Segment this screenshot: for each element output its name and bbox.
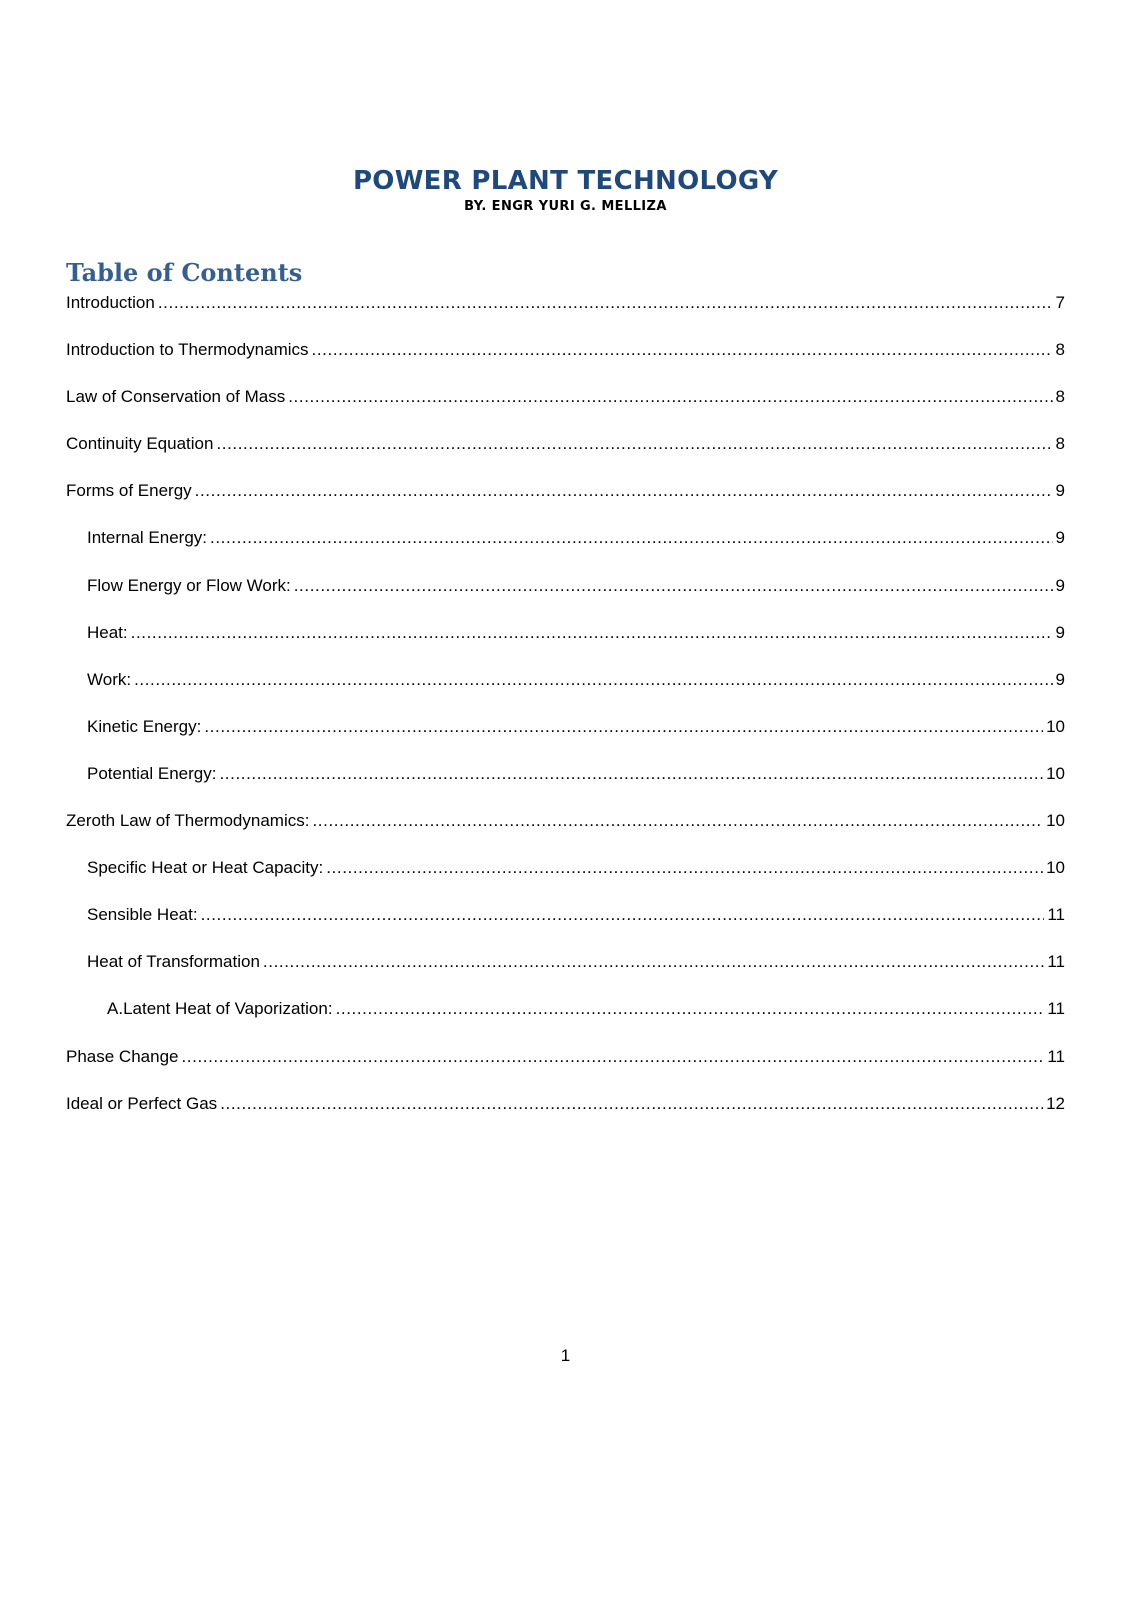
toc-entry[interactable] (66, 811, 1065, 858)
toc-entry-label: Specific Heat or Heat Capacity: (87, 858, 324, 878)
toc-entry-page: 10 (1046, 716, 1065, 736)
toc-entry[interactable] (66, 576, 1065, 623)
toc-entry-label: Latent Heat of Vaporization: (123, 999, 333, 1019)
toc-entry-page: 8 (1055, 340, 1065, 360)
toc-entry-page: 10 (1046, 858, 1065, 878)
toc-entry[interactable] (66, 717, 1065, 764)
toc-entry-page: 8 (1055, 434, 1065, 454)
toc-entry-label: Continuity Equation (66, 434, 214, 454)
document-title: POWER PLANT TECHNOLOGY (352, 166, 779, 196)
toc-dot-leader (312, 340, 1053, 360)
toc-dot-leader (216, 434, 1052, 454)
toc-entry-label: Heat of Transformation (87, 952, 260, 972)
toc-dot-leader (294, 576, 1053, 596)
toc-entry-page: 9 (1055, 575, 1065, 595)
toc-entry[interactable] (66, 623, 1065, 670)
toc-dot-leader (158, 293, 1053, 313)
toc-dot-leader (181, 1047, 1044, 1067)
toc-entry-page: 12 (1046, 1093, 1065, 1113)
toc-entry[interactable] (66, 1094, 1065, 1141)
toc-entry-label: Work: (87, 669, 132, 689)
toc-dot-leader (210, 528, 1053, 548)
toc-entry[interactable] (66, 670, 1065, 717)
toc-entry-label: Sensible Heat: (87, 905, 198, 925)
toc-entry-page: 8 (1055, 387, 1065, 407)
toc-entry-label: Phase Change (66, 1046, 179, 1066)
toc-dot-leader (288, 387, 1052, 407)
toc-entry-page: 11 (1047, 952, 1065, 972)
toc-entry-marker: A. (107, 999, 124, 1019)
toc-entry[interactable] (66, 293, 1065, 340)
toc-entry-page: 9 (1055, 622, 1065, 642)
toc-entry-page: 9 (1055, 481, 1065, 501)
toc-dot-leader (201, 905, 1045, 925)
toc-entry-page: 9 (1055, 528, 1065, 548)
toc-entry-label: Internal Energy: (87, 528, 208, 548)
toc-entry-label: Introduction (66, 293, 155, 312)
toc-dot-leader (336, 999, 1045, 1019)
toc-entry-page: 11 (1047, 905, 1065, 925)
toc-entry[interactable] (66, 1047, 1065, 1094)
toc-dot-leader (219, 764, 1043, 784)
toc-heading: Table of Contents (66, 258, 303, 287)
toc-entry[interactable] (66, 434, 1065, 481)
toc-dot-leader (312, 811, 1043, 831)
toc-entry-label: Flow Energy or Flow Work: (87, 575, 291, 595)
toc-dot-leader (204, 717, 1043, 737)
toc-dot-leader (326, 858, 1043, 878)
toc-entry-label: Forms of Energy (66, 481, 192, 501)
toc-entry-label: Zeroth Law of Thermodynamics: (66, 811, 310, 831)
toc-entry[interactable] (66, 387, 1065, 434)
document-author: BY. ENGR YURI G. MELLIZA (464, 199, 667, 214)
toc-entry[interactable] (66, 905, 1065, 952)
toc-entry-label: Potential Energy: (87, 763, 217, 783)
toc-entry[interactable] (66, 340, 1065, 387)
toc-entry[interactable] (66, 858, 1065, 905)
toc-entry[interactable] (66, 999, 1065, 1046)
toc-entry-page: 11 (1047, 1046, 1065, 1066)
toc-entry-label: Ideal or Perfect Gas (66, 1093, 218, 1113)
toc-entry-label: Kinetic Energy: (87, 716, 202, 736)
toc-entry-page: 11 (1047, 999, 1065, 1019)
toc-entry-page: 7 (1055, 293, 1065, 312)
toc-dot-leader (220, 1094, 1043, 1114)
page-number: 1 (560, 1346, 571, 1365)
toc-dot-leader (195, 481, 1053, 501)
toc-entry-page: 9 (1055, 669, 1065, 689)
toc-entry-label: Law of Conservation of Mass (66, 387, 286, 407)
toc-entry-page: 10 (1046, 763, 1065, 783)
toc-entry-label: Heat: (87, 622, 128, 642)
toc-entry-label: Introduction to Thermodynamics (66, 340, 309, 360)
toc-dot-leader (131, 623, 1053, 643)
toc-entry-page: 10 (1046, 811, 1065, 831)
toc-entry[interactable] (66, 764, 1065, 811)
toc-entry[interactable] (66, 528, 1065, 575)
toc-dot-leader (263, 952, 1044, 972)
toc-entry[interactable] (66, 952, 1065, 999)
toc-dot-leader (134, 670, 1052, 690)
table-of-contents (66, 293, 1065, 1141)
toc-entry[interactable] (66, 481, 1065, 528)
